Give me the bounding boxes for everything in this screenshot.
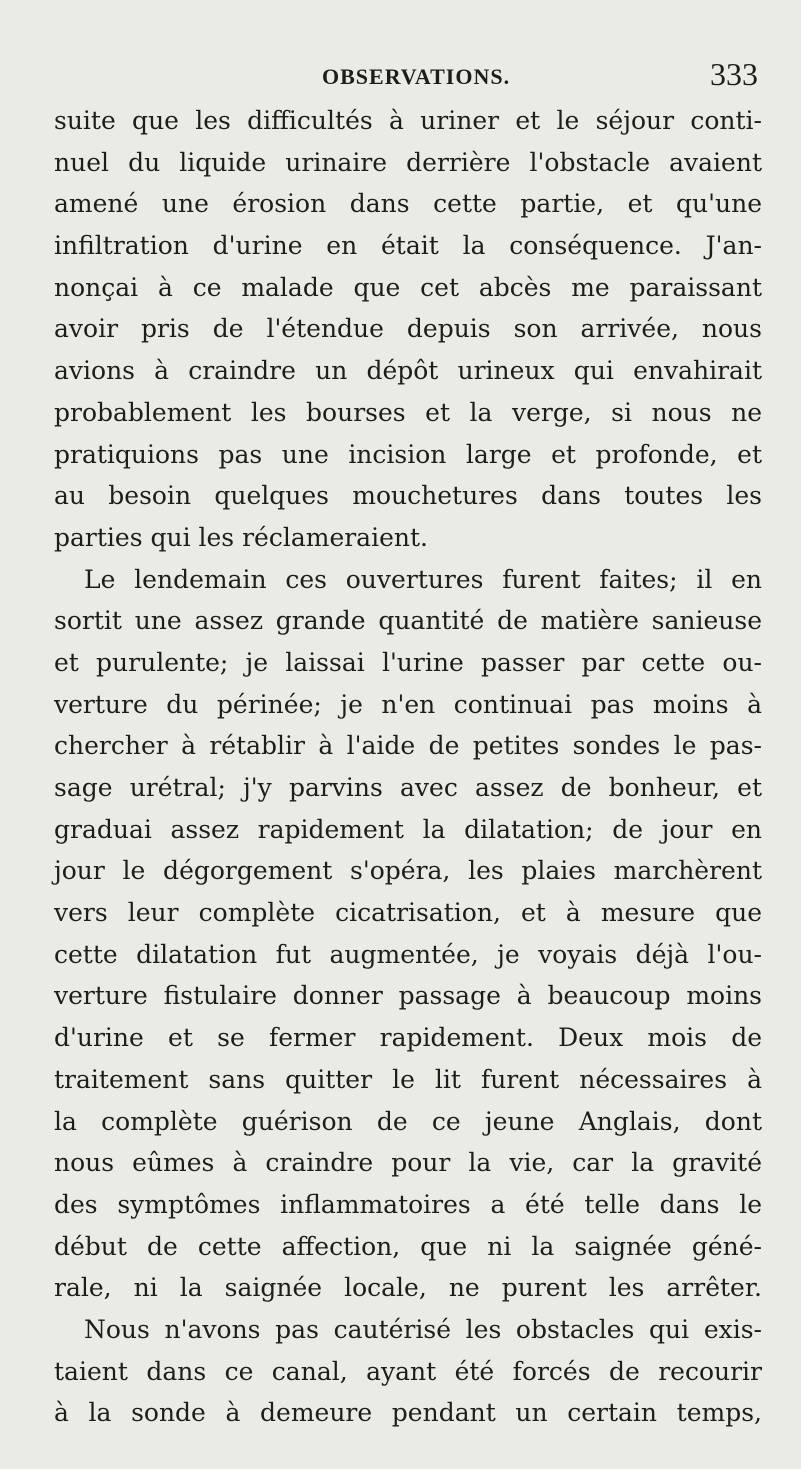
text-line: début de cette affection, que ni la saignée géné-	[54, 1231, 762, 1261]
text-line: à la sonde à demeure pendant un certain temps,	[54, 1398, 762, 1428]
text-line: la complète guérison de ce jeune Anglais, dont	[54, 1106, 762, 1136]
text-line: des symptômes inflammatoires a été telle dans le	[54, 1189, 762, 1219]
paragraph-end-line: parties qui les réclameraient.	[54, 522, 428, 552]
text-line: vers leur complète cicatrisation, et à mesure que	[54, 898, 762, 928]
text-line: cette dilatation fut augmentée, je voyais déjà l'ou-	[54, 939, 762, 969]
text-line: chercher à rétablir à l'aide de petites sondes le pas-	[54, 731, 762, 761]
text-line: avions à craindre un dépôt urineux qui envahirait	[54, 356, 762, 386]
text-line: graduai assez rapidement la dilatation; de jour en	[54, 814, 762, 844]
text-line: taient dans ce canal, ayant été forcés de recourir	[54, 1356, 762, 1386]
text-line: nous eûmes à craindre pour la vie, car la gravité	[54, 1148, 762, 1178]
paragraph-start-line: Le lendemain ces ouvertures furent faites; il en	[84, 564, 762, 594]
text-line: probablement les bourses et la verge, si nous ne	[54, 397, 762, 427]
text-line: suite que les difficultés à uriner et le séjour conti-	[54, 106, 762, 135]
text-line: sortit une assez grande quantité de matière sanieuse	[54, 606, 762, 636]
text-line: verture du périnée; je n'en continuai pas moins à	[54, 689, 762, 719]
text-line: rale, ni la saignée locale, ne purent les arrêter.	[54, 1273, 762, 1303]
text-line: infiltration d'urine en était la conséquence. J'an-	[54, 231, 762, 261]
text-line: verture fistulaire donner passage à beaucoup moins	[54, 981, 762, 1011]
page-number: 333	[710, 56, 758, 92]
text-line: traitement sans quitter le lit furent nécessaires à	[54, 1064, 762, 1094]
text-line: nuel du liquide urinaire derrière l'obstacle avaient	[54, 147, 762, 177]
text-line: sage urétral; j'y parvins avec assez de bonheur, et	[54, 773, 762, 802]
paragraph-start-line: Nous n'avons pas cautérisé les obstacles qui exis-	[84, 1314, 762, 1344]
text-line: pratiquions pas une incision large et profonde, et	[54, 439, 762, 469]
running-title: OBSERVATIONS.	[322, 64, 511, 89]
text-line: au besoin quelques mouchetures dans toutes les	[54, 481, 762, 511]
text-line: jour le dégorgement s'opéra, les plaies marchèrent	[54, 856, 762, 886]
text-line: amené une érosion dans cette partie, et qu'une	[54, 189, 762, 219]
text-line: d'urine et se fermer rapidement. Deux mois de	[54, 1023, 762, 1053]
body-text	[54, 100, 762, 1434]
running-head	[0, 56, 801, 96]
text-line: nonçai à ce malade que cet abcès me paraissant	[54, 272, 762, 302]
text-line: et purulente; je laissai l'urine passer par cette ou-	[54, 647, 762, 677]
text-line: avoir pris de l'étendue depuis son arrivée, nous	[54, 314, 762, 344]
